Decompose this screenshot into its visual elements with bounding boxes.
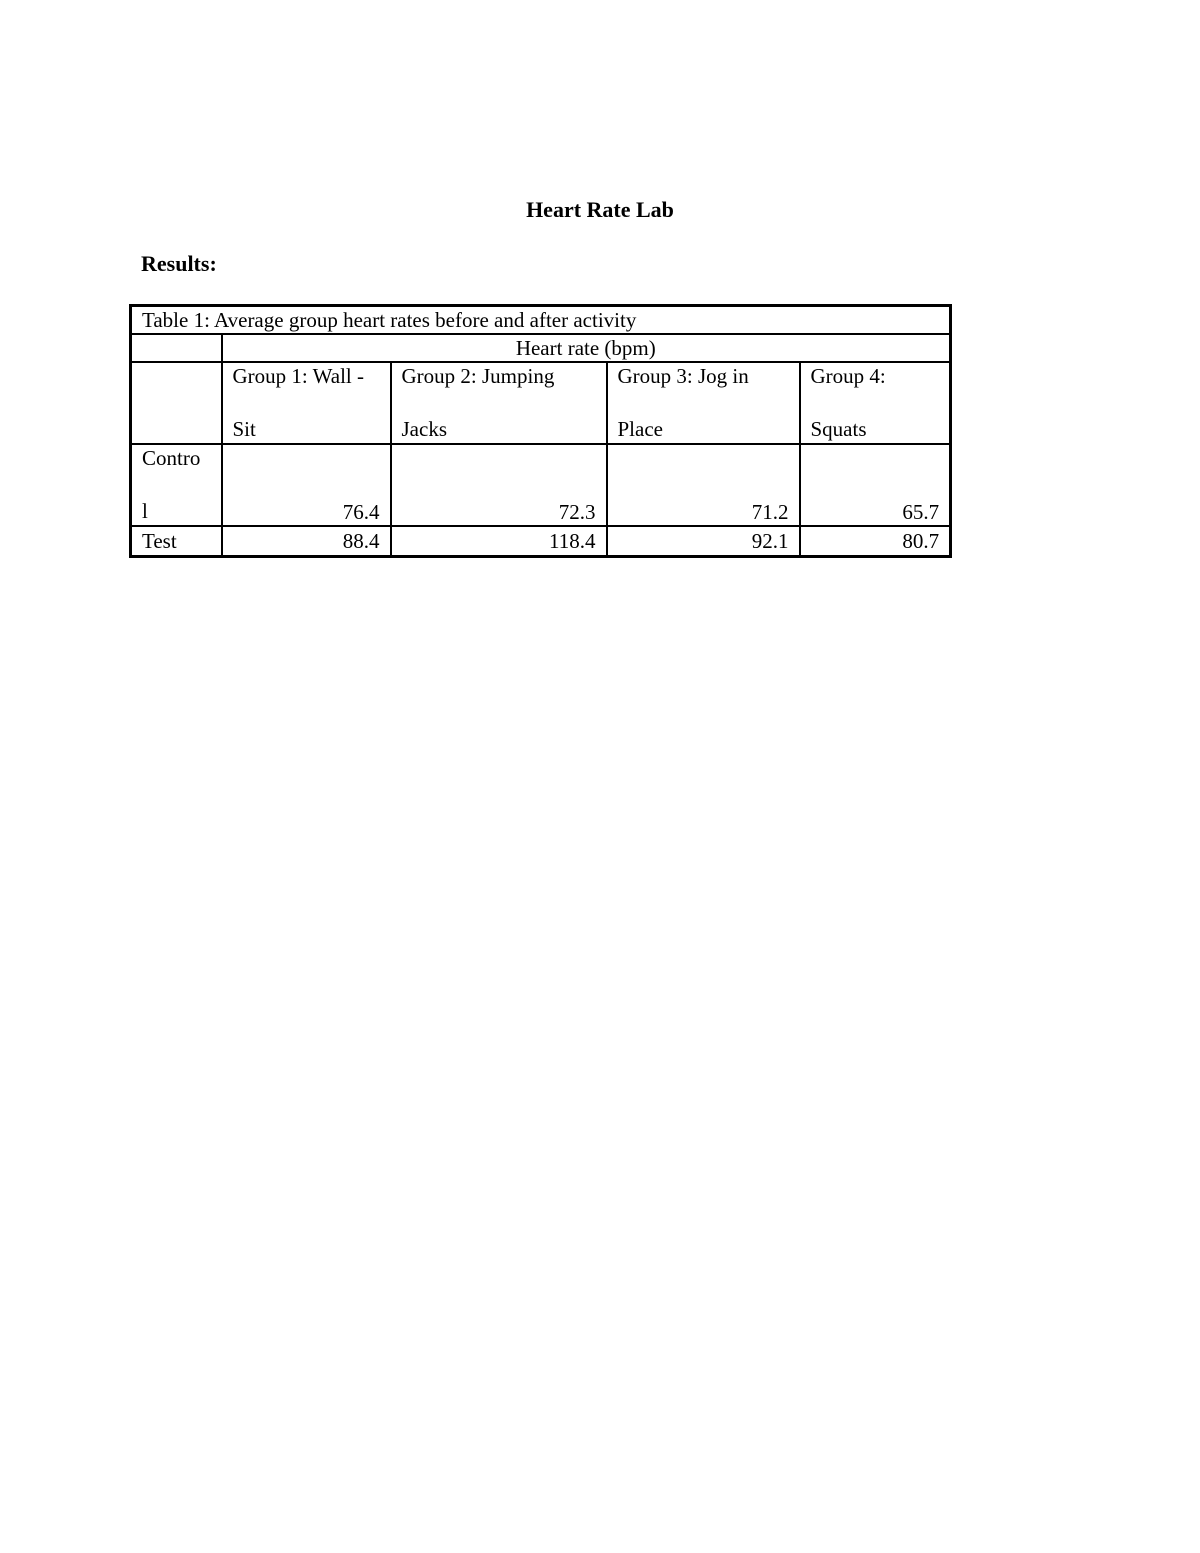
control-value-group-1: 76.4 — [222, 444, 391, 526]
group-header-2 — [391, 362, 607, 444]
table-row — [131, 526, 951, 557]
group-header-1 — [222, 362, 391, 444]
table-caption: Table 1: Average group heart rates before and after activity — [131, 306, 951, 335]
document-title: Heart Rate Lab — [526, 197, 674, 222]
control-row-label — [131, 444, 222, 526]
control-value-group-4: 65.7 — [800, 444, 951, 526]
group-1-line-1: Group 1: Wall - — [232, 364, 364, 388]
control-value-group-3: 71.2 — [607, 444, 800, 526]
test-value-group-2: 118.4 — [391, 526, 607, 557]
heart-rate-table — [129, 304, 952, 558]
test-row-label: Test — [131, 526, 222, 557]
test-value-group-4: 80.7 — [800, 526, 951, 557]
group-3-line-2: Place — [617, 417, 663, 441]
control-label-line-1: Contro — [142, 446, 201, 470]
group-3-line-1: Group 3: Jog in — [617, 364, 749, 388]
span-header-row — [131, 334, 951, 362]
test-value-group-1: 88.4 — [222, 526, 391, 557]
group-4-line-2: Squats — [810, 417, 867, 441]
group-1-line-2: Sit — [232, 417, 256, 441]
test-value-group-3: 92.1 — [607, 526, 800, 557]
control-label-line-2: l — [142, 499, 148, 523]
group-header-3 — [607, 362, 800, 444]
table-caption-row — [131, 306, 951, 335]
group-4-line-1: Group 4: — [810, 364, 886, 388]
control-value-group-2: 72.3 — [391, 444, 607, 526]
group-header-4 — [800, 362, 951, 444]
group-2-line-2: Jacks — [401, 417, 447, 441]
heart-rate-header: Heart rate (bpm) — [222, 334, 951, 362]
empty-label-cell — [131, 362, 222, 444]
group-header-row — [131, 362, 951, 444]
empty-corner-cell — [131, 334, 222, 362]
table-row — [131, 444, 951, 526]
results-heading: Results: — [141, 251, 217, 276]
group-2-line-1: Group 2: Jumping — [401, 364, 555, 388]
